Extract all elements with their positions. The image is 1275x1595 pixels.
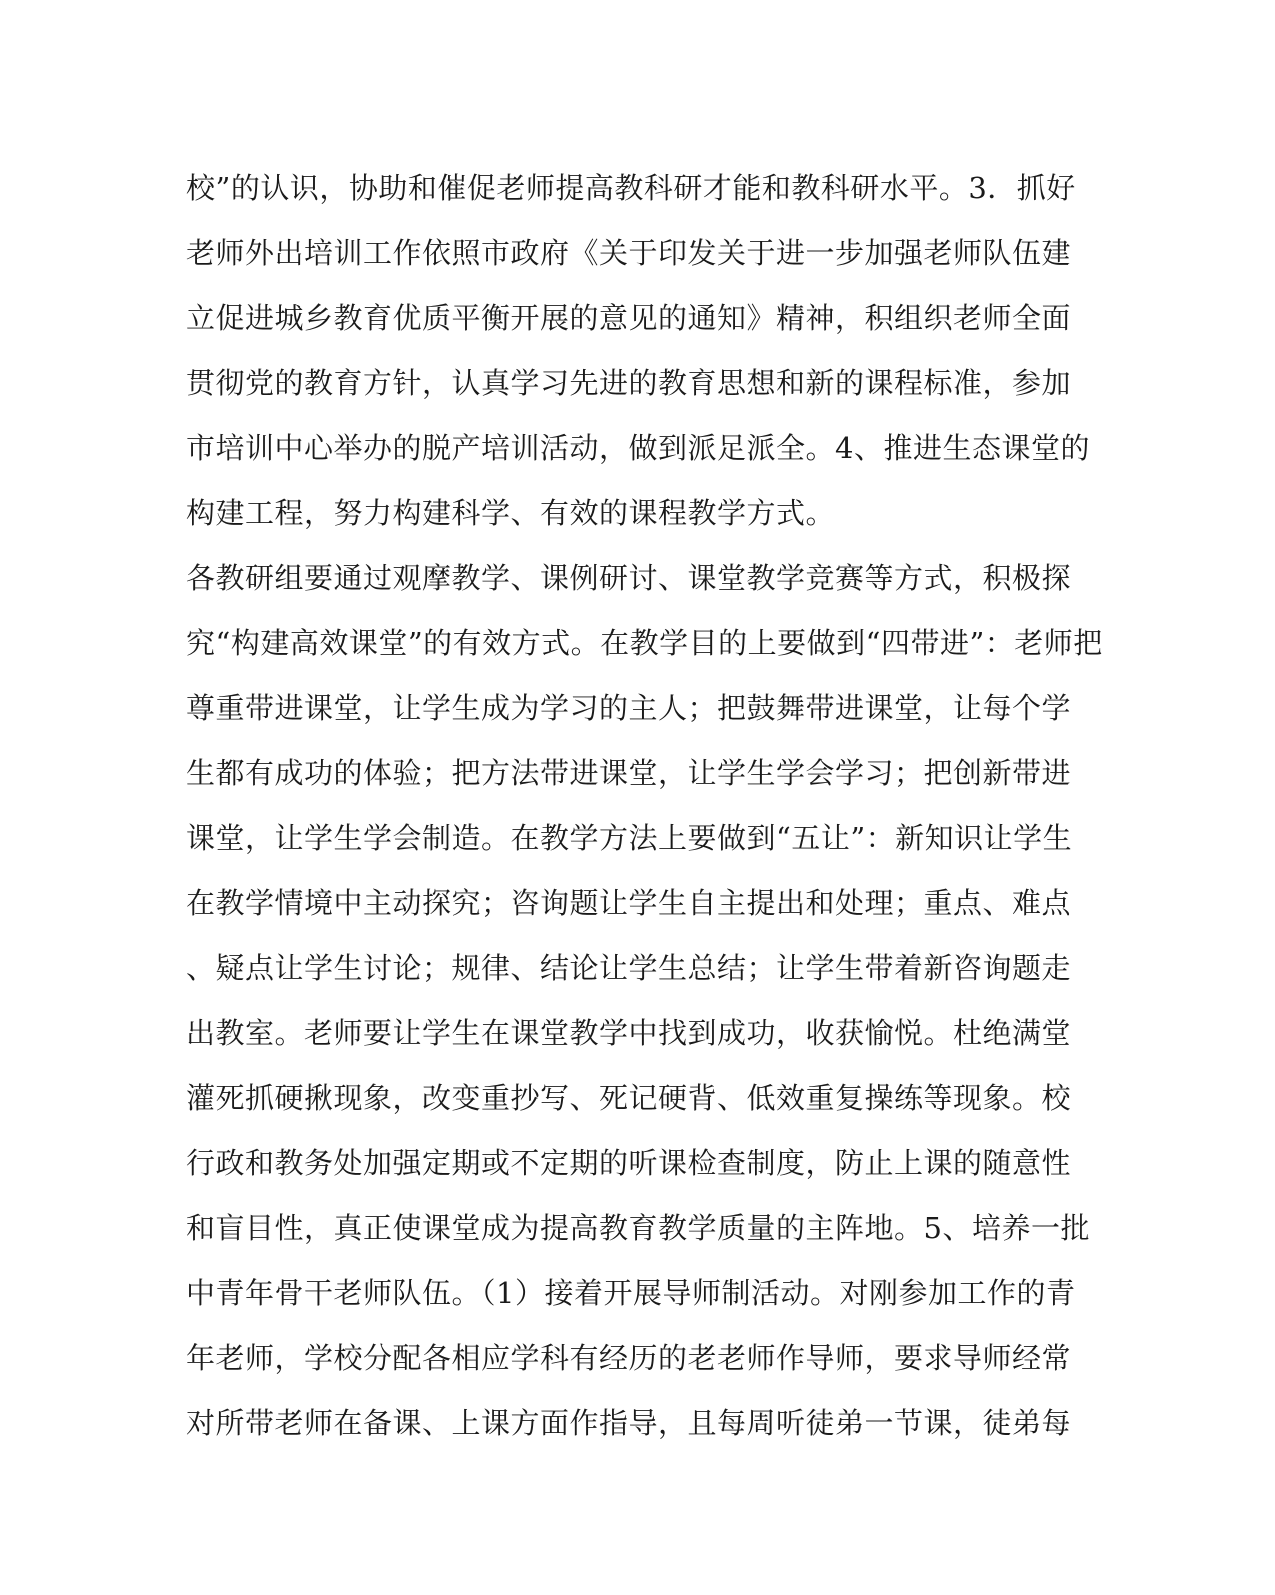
text-line: 、疑点让学生讨论；规律、结论让学生总结；让学生带着新咨询题走 [186,951,1072,985]
body-text [186,156,1103,1456]
text-line: 贯彻党的教育方针，认真学习先进的教育思想和新的课程标准，参加 [186,366,1072,400]
text-line: 在教学情境中主动探究；咨询题让学生自主提出和处理；重点、难点 [186,886,1072,920]
text-line: 尊重带进课堂，让学生成为学习的主人；把鼓舞带进课堂，让每个学 [186,691,1072,725]
text-line: 课堂，让学生学会制造。在教学方法上要做到“五让”：新知识让学生 [186,821,1073,855]
text-line: 老师外出培训工作依照市政府《关于印发关于进一步加强老师队伍建 [186,236,1072,270]
text-line: 出教室。老师要让学生在课堂教学中找到成功，收获愉悦。杜绝满堂 [186,1016,1072,1050]
text-line: 中青年骨干老师队伍。（1）接着开展导师制活动。对刚参加工作的青 [186,1276,1076,1310]
text-line: 构建工程，努力构建科学、有效的课程教学方式。 [186,496,836,530]
text-line: 立促进城乡教育优质平衡开展的意见的通知》精神，积组织老师全面 [186,301,1072,335]
text-line: 对所带老师在备课、上课方面作指导，且每周听徒弟一节课，徒弟每 [186,1406,1072,1440]
text-line: 和盲目性，真正使课堂成为提高教育教学质量的主阵地。5、培养一批 [186,1211,1090,1245]
text-line: 行政和教务处加强定期或不定期的听课检查制度，防止上课的随意性 [186,1146,1072,1180]
text-line: 校”的认识，协助和催促老师提高教科研才能和教科研水平。3．抓好 [186,171,1076,205]
text-line: 各教研组要通过观摩教学、课例研讨、课堂教学竞赛等方式，积极探 [186,561,1072,595]
text-line: 生都有成功的体验；把方法带进课堂，让学生学会学习；把创新带进 [186,756,1072,790]
text-line: 究“构建高效课堂”的有效方式。在教学目的上要做到“四带进”：老师把 [186,626,1103,660]
text-line: 市培训中心举办的脱产培训活动，做到派足派全。4、推进生态课堂的 [186,431,1090,465]
text-line: 灌死抓硬揪现象，改变重抄写、死记硬背、低效重复操练等现象。校 [186,1081,1072,1115]
text-line: 年老师，学校分配各相应学科有经历的老老师作导师，要求导师经常 [186,1341,1072,1375]
